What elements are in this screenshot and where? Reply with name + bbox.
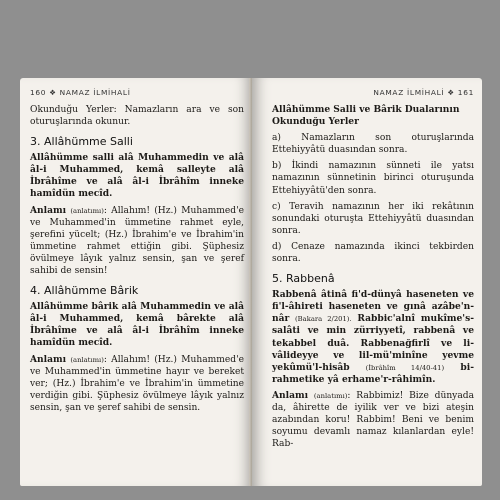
- meaning-text: : Allahım! (Hz.) Muhammed'e ve Muhammed'in ümmetine hayır ve bereket ver; (Hz.) İbrahim'e ve İbrahim'in ümmetine verdiğin gibi. Şüphesiz övülmeye lâyık yalnız sensin, şan ve şeref sahibi de sensin.: [30, 354, 244, 413]
- prayer-text-3: bi-rahmetike yâ erhame'r-râhimîn.: [272, 361, 474, 385]
- meaning-text: : Rabbimiz! Bize dünyada da, âhirette de iyilik ver ve bizi ateşin azabından koru! Rabbim! Beni ve benim soyumu devamlı namaz kılanlardan eyle! Rab-: [272, 390, 474, 450]
- meaning-note: (anlatımı): [70, 206, 104, 215]
- meaning-note: (anlatımı): [313, 391, 348, 400]
- section-3-meaning: [30, 205, 244, 278]
- section-5-meaning: [272, 390, 474, 450]
- list-item-a: a) Namazların son oturuşlarında Ettehiyyâtü duasından sonra.: [272, 133, 474, 156]
- meaning-note: (anlatımı): [70, 355, 104, 364]
- meaning-label: Anlamı: [272, 389, 309, 401]
- list-item-d: d) Cenaze namazında ikinci tekbirden sonra.: [272, 241, 474, 265]
- prayer-text-2: Rabbic'alnî mukîme's-salâti ve min zürriyyetî, rabbenâ ve tekabbel duâ. Rabbenağfirlî ve li-vâlideyye ve lil-mü'minîne yevme yekûmü'l-hisâb: [272, 313, 474, 373]
- left-running-header: 160 ❖ NAMAZ İLMİHALİ: [30, 88, 131, 97]
- reference-1: (Bakara 2/201).: [295, 315, 352, 324]
- right-page: [252, 78, 482, 486]
- intro-paragraph: [30, 104, 244, 128]
- section-4-meaning: [30, 354, 244, 414]
- intro-text: Okunduğu Yerler: Namazların ara ve son oturuşlarında okunur.: [30, 105, 244, 128]
- section-4-title: 4. Allâhümme Bârik: [30, 284, 139, 298]
- right-running-header: NAMAZ İLMİHALİ ❖ 161: [373, 88, 474, 97]
- meaning-label: Anlamı: [30, 204, 67, 216]
- section-4-prayer: Allâhümme bârik alâ Muhammedin ve alâ âl-i Muhammed, kemâ bârekte alâ İbrâhîme ve alâ âl-i İbrâhîm inneke hamîdün mecîd.: [30, 301, 244, 349]
- section-5-prayer: [272, 289, 474, 386]
- section-3-prayer: Allâhümme salli alâ Muhammedin ve alâ âl-i Muhammed, kemâ salleyte alâ İbrâhîme ve alâ âl-i İbrâhîm inneke hamîdün mecîd.: [30, 152, 244, 200]
- section-3-title: 3. Allâhümme Salli: [30, 135, 133, 149]
- right-section-title: Allâhümme Salli ve Bârik Dualarının Okunduğu Yerler: [272, 104, 460, 128]
- left-page: [20, 78, 252, 486]
- meaning-text: : Allahım! (Hz.) Muhammed'e ve Muhammed'in ümmetine rahmet eyle, şerefini yücelt; (Hz.) İbrahim'e ve İbrahim'in ümmetine rahmet ettiğin gibi. Şüphesiz övülmeye lâyık yalnız sensin, şan ve şeref sahibi de sensin!: [30, 205, 244, 277]
- section-5-title: 5. Rabbenâ: [272, 272, 335, 286]
- reference-2: (İbrâhîm 14/40-41): [365, 363, 445, 372]
- list-item-b: b) İkindi namazının sünneti ile yatsı namazının sünnetinin birinci oturuşunda Ettehiyyâtü'den sonra.: [272, 161, 474, 196]
- prayer-text-1: Rabbenâ âtinâ fi'd-dünyâ haseneten ve fi'l-âhireti haseneten ve gınâ azâbe'n-nâr: [272, 289, 474, 325]
- meaning-label: Anlamı: [30, 353, 67, 365]
- list-item-c: c) Teravih namazının her iki rekâtının sonundaki oturuşta Ettehiyyâtü duasından sonra.: [272, 201, 474, 236]
